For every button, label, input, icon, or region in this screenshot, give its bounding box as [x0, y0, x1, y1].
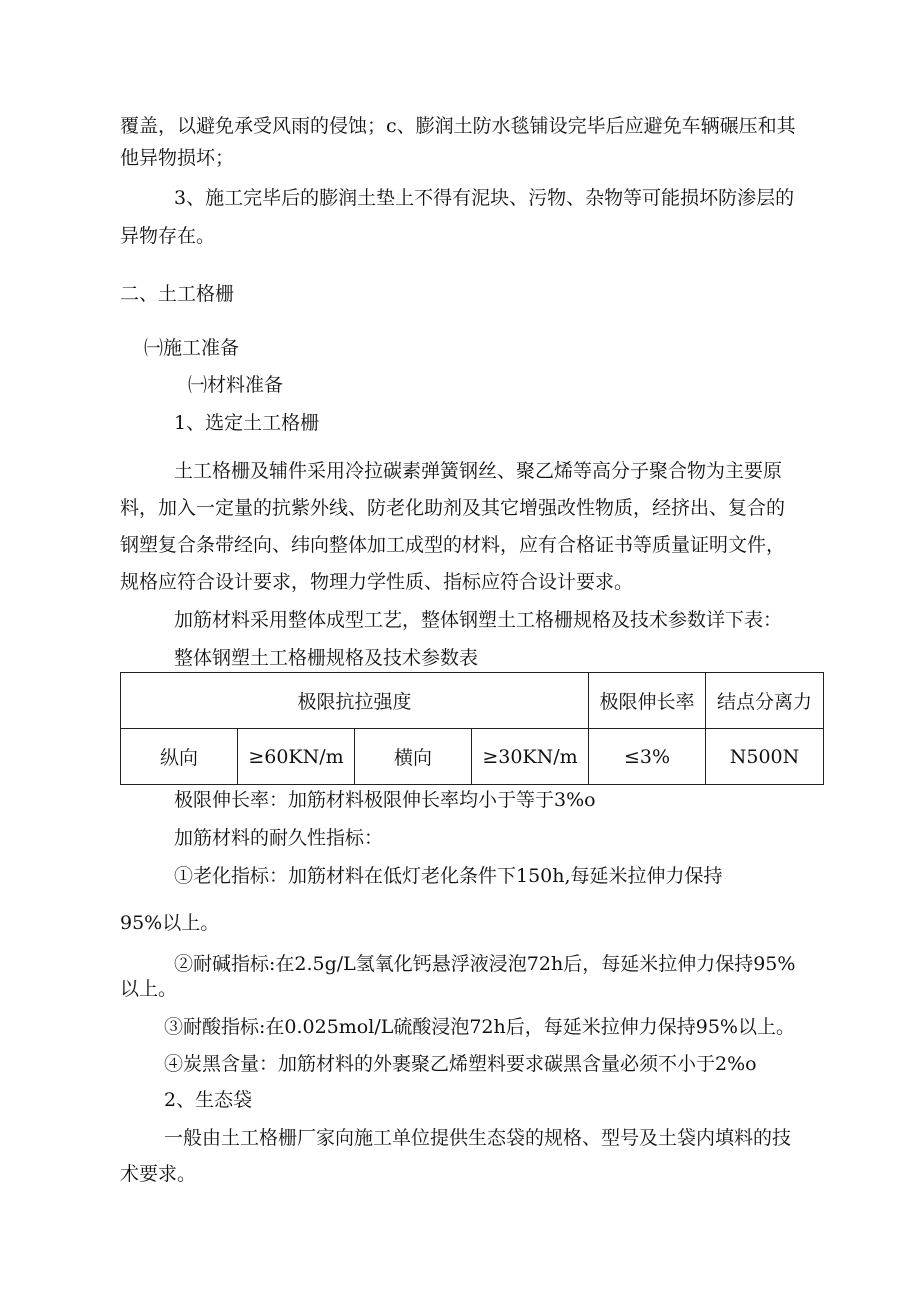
parameter-table: [120, 672, 824, 785]
paragraph-line: 极限伸长率：加筋材料极限伸长率均小于等于3%o: [174, 789, 596, 811]
cell-elongation-value: ≤3%: [589, 729, 706, 785]
subsection-heading: ㈠施工准备: [144, 337, 240, 359]
paragraph-line: 土工格栅及辅件采用冷拉碳素弹簧钢丝、聚乙烯等高分子聚合物为主要原: [174, 460, 783, 482]
list-item: ②耐碱指标:在2.5g∕L氢氧化钙悬浮液浸泡72h后，每延米拉伸力保持95%: [174, 953, 796, 975]
paragraph-line: 95%以上。: [120, 912, 220, 934]
cell-node-separation-value: N500N: [706, 729, 824, 785]
list-item: ③耐酸指标:在0.025mol∕L硫酸浸泡72h后，每延米拉伸力保持95%以上。: [164, 1016, 795, 1038]
paragraph-line: 异物存在。: [120, 225, 216, 247]
paragraph-line: 3、施工完毕后的膨润土垫上不得有泥块、污物、杂物等可能损坏防渗层的: [174, 187, 795, 209]
paragraph-line: 一般由土工格栅厂家向施工单位提供生态袋的规格、型号及土袋内填料的技: [164, 1127, 792, 1149]
paragraph-line: 加筋材料的耐久性指标：: [174, 827, 384, 849]
table-caption: 整体钢塑土工格栅规格及技术参数表: [174, 647, 479, 669]
paragraph-line: 覆盖，以避免承受风雨的侵蚀；c、膨润土防水毯铺设完毕后应避免车辆碾压和其: [120, 115, 796, 137]
item-heading: 1、选定土工格栅: [174, 412, 320, 434]
paragraph-line: 以上。: [120, 978, 178, 1000]
header-node-separation: 结点分离力: [706, 673, 824, 729]
cell-longitudinal-value: ≥60KN∕m: [238, 729, 355, 785]
paragraph-line: 规格应符合设计要求，物理力学性质、指标应符合设计要求。: [120, 571, 634, 593]
table-row: [121, 729, 824, 785]
table-header-row: [121, 673, 824, 729]
section-heading: 二、土工格栅: [120, 283, 235, 305]
cell-transverse-label: 横向: [355, 729, 472, 785]
paragraph-line: 他异物损坏；: [120, 147, 235, 169]
item-heading: 2、生态袋: [164, 1089, 253, 1111]
cell-transverse-value: ≥30KN∕m: [472, 729, 589, 785]
list-item: ④炭黑含量：加筋材料的外裹聚乙烯塑料要求碳黑含量必须不小于2%o: [164, 1053, 757, 1075]
paragraph-line: 料，加入一定量的抗紫外线、防老化助剂及其它增强改性物质，经挤出、复合的: [120, 497, 786, 519]
subsection-heading: ㈠材料准备: [188, 374, 284, 396]
list-item: ①老化指标：加筋材料在低灯老化条件下150h,每延米拉伸力保持: [174, 865, 723, 887]
header-tensile-strength: 极限抗拉强度: [121, 673, 589, 729]
paragraph-line: 术要求。: [120, 1163, 197, 1185]
header-elongation: 极限伸长率: [589, 673, 706, 729]
cell-longitudinal-label: 纵向: [121, 729, 238, 785]
paragraph-line: 加筋材料采用整体成型工艺，整体钢塑土工格栅规格及技术参数详下表：: [174, 609, 783, 631]
paragraph-line: 钢塑复合条带经向、纬向整体加工成型的材料，应有合格证书等质量证明文件，: [120, 534, 786, 556]
